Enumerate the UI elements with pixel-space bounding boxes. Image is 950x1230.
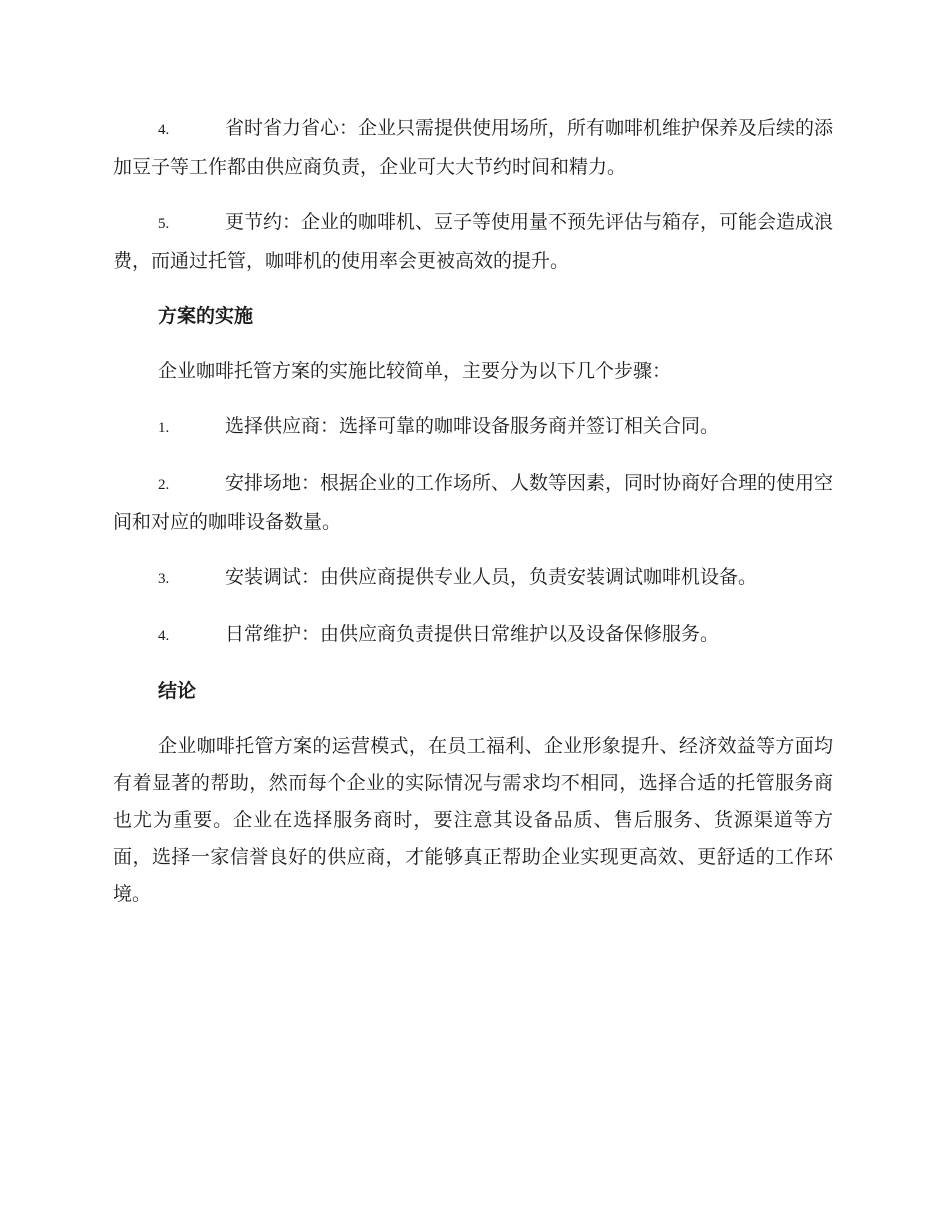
implementation-intro: 企业咖啡托管方案的实施比较简单，主要分为以下几个步骤： [158, 360, 672, 382]
document-body [113, 110, 833, 931]
step-item-4 [113, 616, 833, 655]
list-number: 4. [158, 122, 170, 138]
list-text: 选择供应商：选择可靠的咖啡设备服务商并签订相关合同。 [225, 415, 720, 437]
list-number: 2. [158, 477, 170, 493]
step-item-2 [113, 465, 833, 541]
list-number: 1. [158, 420, 170, 436]
list-text: 安装调试：由供应商提供专业人员，负责安装调试咖啡机设备。 [225, 566, 758, 588]
list-text: 更节约：企业的咖啡机、豆子等使用量不预先评估与箱存，可能会造成浪费，而通过托管，咖啡机的使用率会更被高效的提升。 [113, 211, 834, 272]
list-number: 5. [158, 216, 170, 232]
benefit-item-4 [113, 110, 833, 186]
list-number: 3. [158, 571, 170, 587]
list-text: 日常维护：由供应商负责提供日常维护以及设备保修服务。 [225, 623, 720, 645]
list-number: 4. [158, 628, 170, 644]
conclusion-paragraph: 企业咖啡托管方案的运营模式，在员工福利、企业形象提升、经济效益等方面均有着显著的帮助，然而每个企业的实际情况与需求均不相同，选择合适的托管服务商也尤为重要。企业在选择服务商时，要注意其设备品质、售后服务、货源渠道等方面，选择一家信誉良好的供应商，才能够真正帮助企业实现更高效、更舒适的工作环境。 [113, 735, 833, 905]
step-item-1 [113, 408, 833, 447]
step-item-3 [113, 559, 833, 598]
benefit-item-5 [113, 204, 833, 280]
list-text: 省时省力省心：企业只需提供使用场所，所有咖啡机维护保养及后续的添加豆子等工作都由供应商负责，企业可大大节约时间和精力。 [113, 117, 834, 178]
section-heading-conclusion: 结论 [158, 680, 197, 702]
section-heading-implementation: 方案的实施 [158, 305, 254, 327]
list-text: 安排场地：根据企业的工作场所、人数等因素，同时协商好合理的使用空间和对应的咖啡设备数量。 [113, 472, 834, 533]
